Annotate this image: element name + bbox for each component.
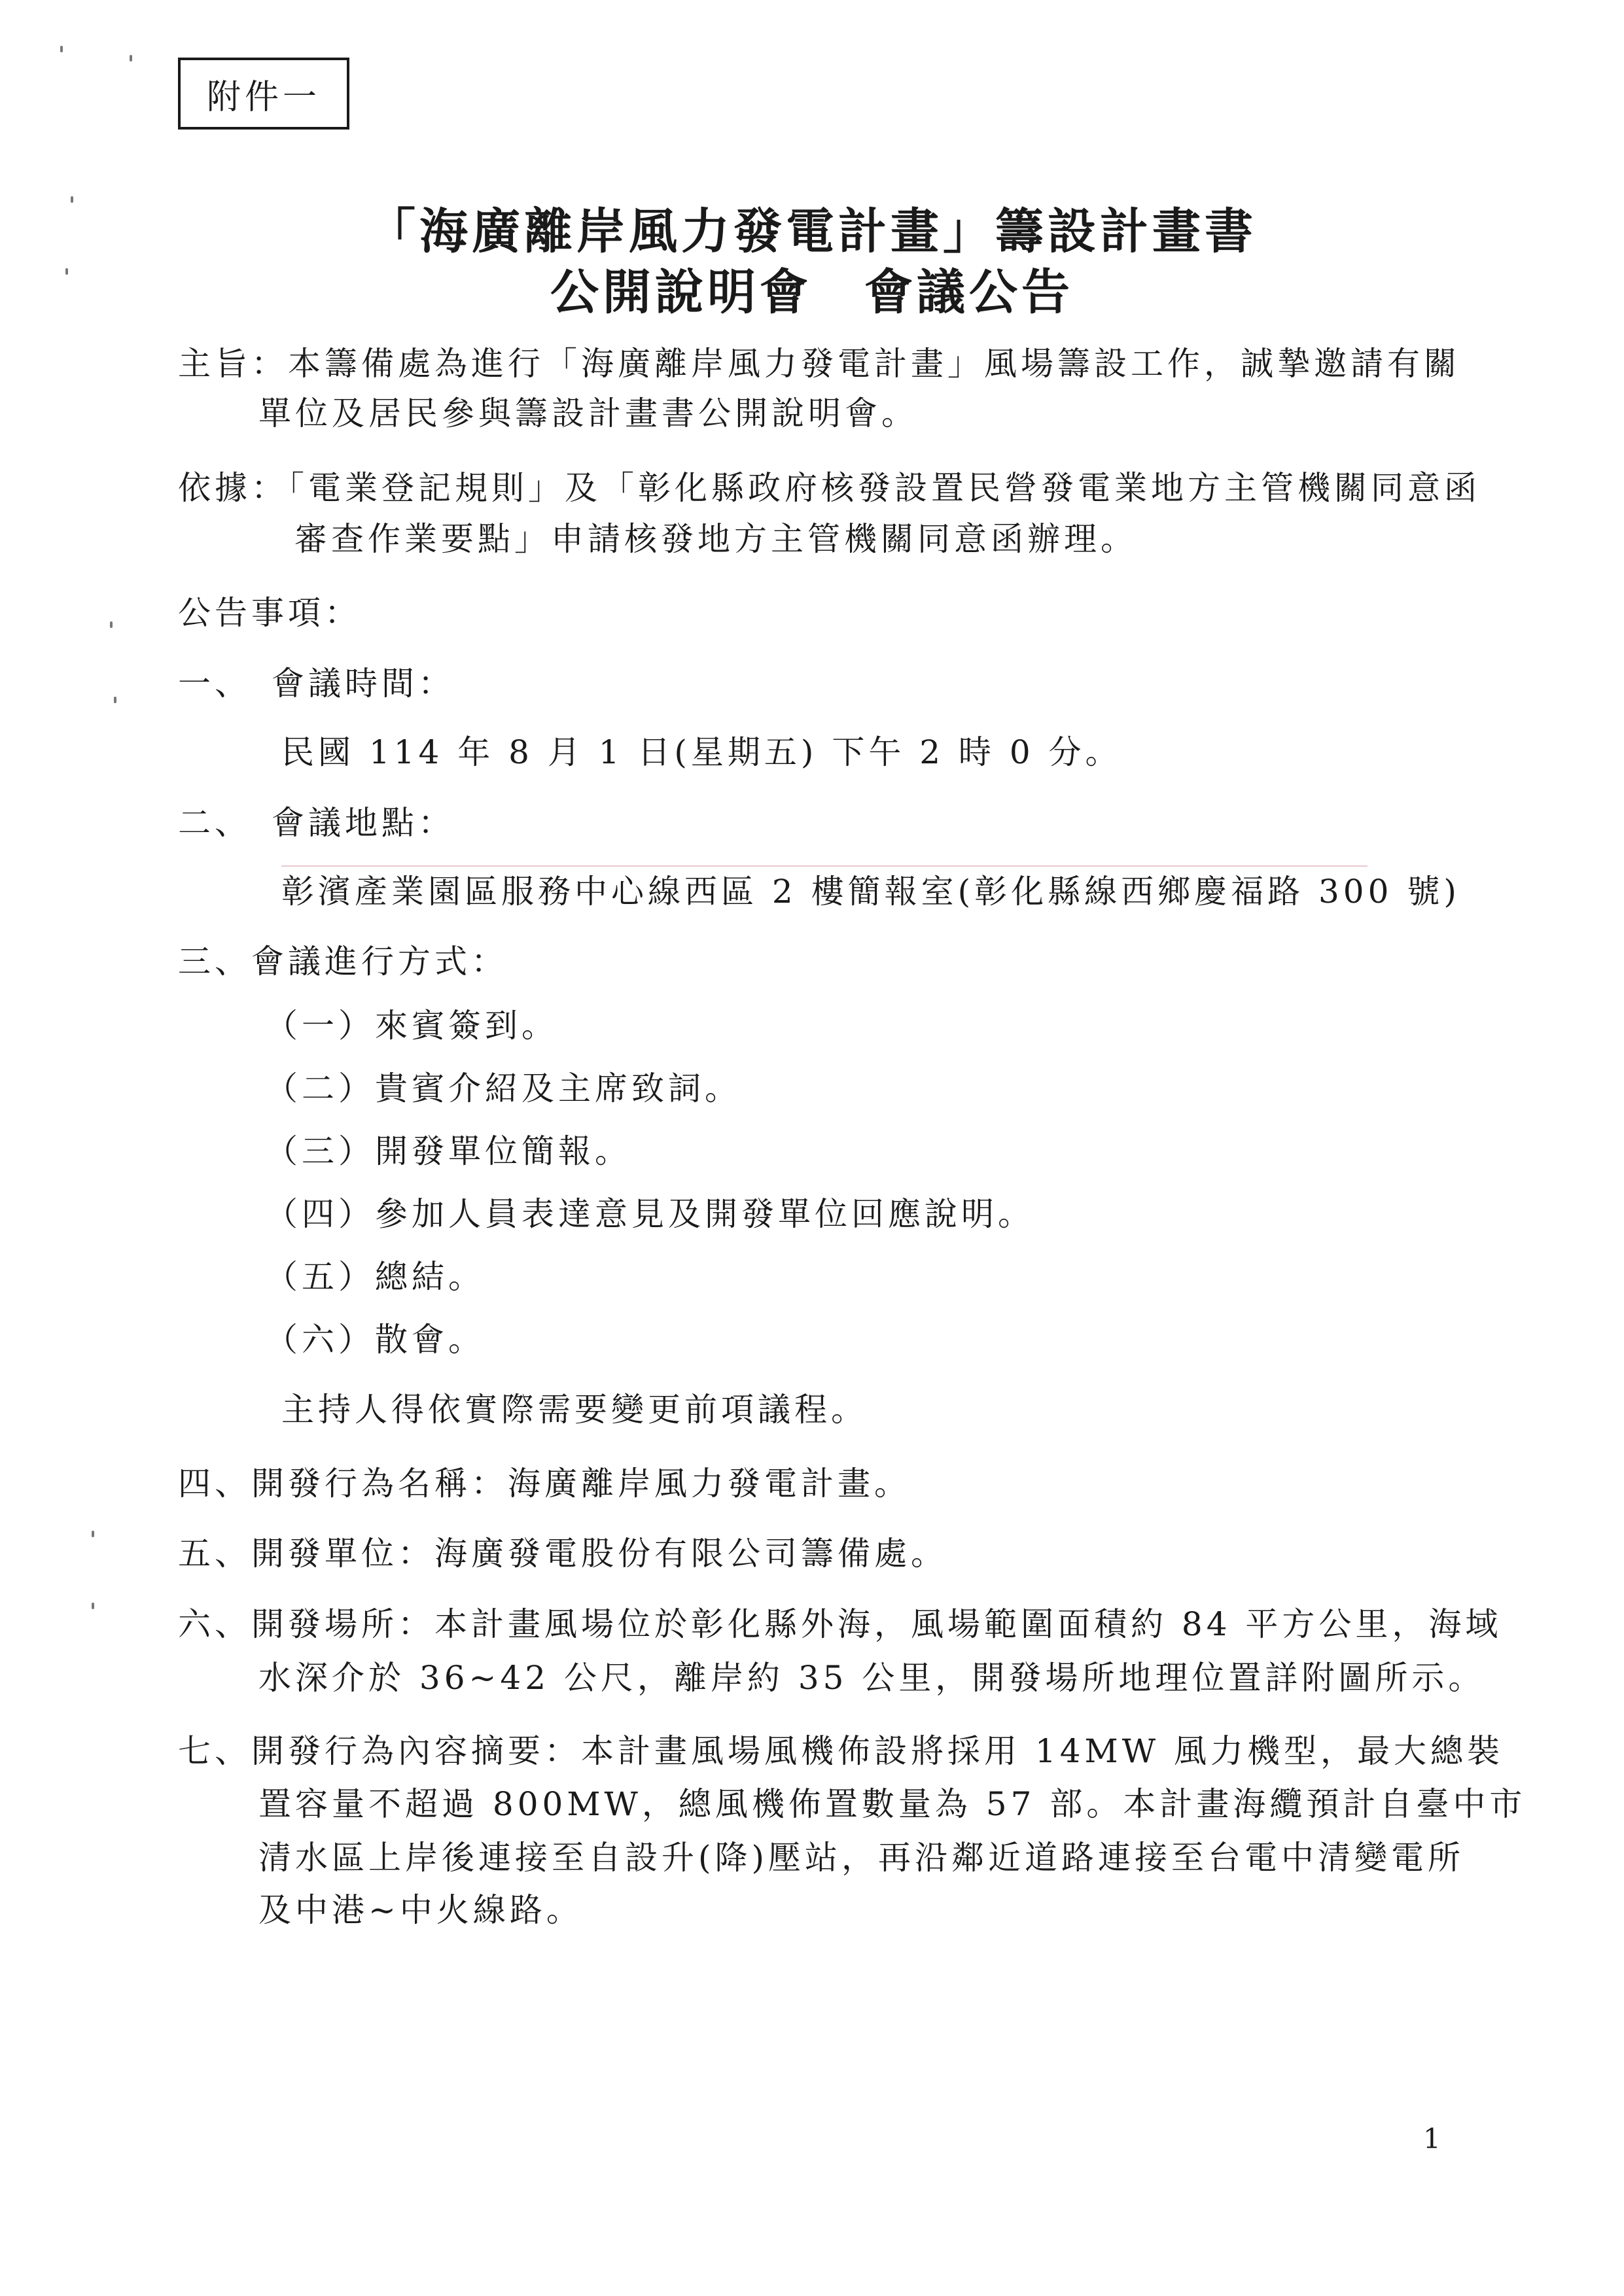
- item-3-step-2: （二）貴賓介紹及主席致詞。: [265, 1070, 741, 1107]
- notice-heading: 公告事項：: [178, 594, 361, 632]
- item-3-heading: 三、會議進行方式：: [178, 943, 508, 981]
- item-2-content: 彰濱產業園區服務中心線西區 2 樓簡報室(彰化縣線西鄉慶福路 300 號): [281, 873, 1460, 911]
- item-7-line-1: 七、開發行為內容摘要：本計畫風場風機佈設將採用 14MW 風力機型，最大總裝: [178, 1732, 1504, 1770]
- item-1-heading: 一、 會議時間：: [178, 665, 455, 703]
- document-subtitle: 公開說明會 會議公告: [550, 264, 1074, 321]
- basis-line-2: 審查作業要點」申請核發地方主管機關同意函辦理。: [294, 520, 1137, 558]
- purpose-line-2: 單位及居民參與籌設計畫書公開說明會。: [258, 394, 918, 432]
- item-2-heading: 二、 會議地點：: [178, 804, 455, 842]
- item-4: 四、開發行為名稱：海廣離岸風力發電計畫。: [178, 1465, 911, 1503]
- item-3-note: 主持人得依實際需要變更前項議程。: [281, 1391, 868, 1429]
- basis-line-1: 依據：「電業登記規則」及「彰化縣政府核發設置民營發電業地方主管機關同意函: [178, 469, 1481, 507]
- item-3-step-6: （六）散會。: [265, 1321, 485, 1359]
- item-7-line-3: 清水區上岸後連接至自設升(降)壓站，再沿鄰近道路連接至台電中清變電所: [258, 1839, 1465, 1877]
- document-title: 「海廣離岸風力發電計畫」籌設計畫書: [367, 203, 1257, 260]
- item-6-line-2: 水深介於 36~42 公尺，離岸約 35 公里，開發場所地理位置詳附圖所示。: [258, 1659, 1485, 1697]
- purpose-line-1: 主旨：本籌備處為進行「海廣離岸風力發電計畫」風場籌設工作，誠摯邀請有關: [178, 345, 1460, 383]
- page-number: 1: [1423, 2123, 1441, 2155]
- attachment-label: 附件一: [178, 58, 349, 130]
- item-3-step-3: （三）開發單位簡報。: [265, 1132, 631, 1170]
- item-5: 五、開發單位：海廣發電股份有限公司籌備處。: [178, 1535, 947, 1573]
- item-6-line-1: 六、開發場所：本計畫風場位於彰化縣外海，風場範圍面積約 84 平方公里，海域: [178, 1605, 1502, 1643]
- item-3-step-5: （五）總結。: [265, 1258, 485, 1296]
- item-3-step-4: （四）參加人員表達意見及開發單位回應說明。: [265, 1195, 1034, 1233]
- item-7-line-2: 置容量不超過 800MW，總風機佈置數量為 57 部。本計畫海纜預計自臺中市: [258, 1785, 1527, 1823]
- item-7-line-4: 及中港~中火線路。: [258, 1891, 583, 1929]
- item-1-content: 民國 114 年 8 月 1 日(星期五) 下午 2 時 0 分。: [281, 733, 1122, 771]
- item-3-step-1: （一）來賓簽到。: [265, 1007, 558, 1045]
